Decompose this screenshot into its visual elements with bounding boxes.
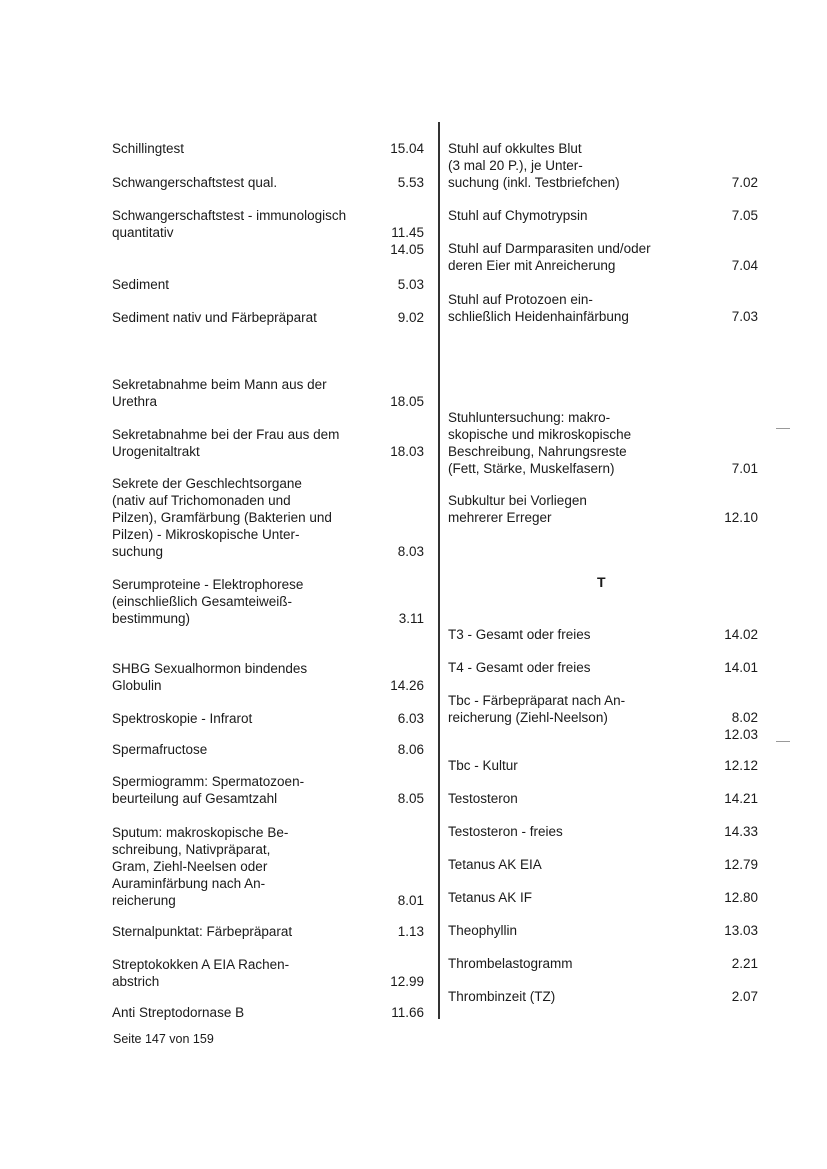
entry-code: 7.05 (731, 208, 758, 223)
entry-label: Testosteron (448, 791, 518, 806)
entry-label: Sputum: makroskopische Be- schreibung, Nativpräparat, Gram, Ziehl-Neelsen oder Auraminfärbung nach An- reicherung (112, 825, 289, 908)
entry-code: 14.01 (724, 660, 758, 675)
entry-code: 14.21 (724, 791, 758, 806)
index-entry (112, 923, 424, 940)
entry-label: Tbc - Kultur (448, 758, 518, 773)
entry-code: 8.03 (397, 544, 424, 559)
entry-label: Sediment (112, 277, 170, 292)
entry-code: 18.05 (390, 394, 424, 409)
entry-code: 5.53 (397, 175, 424, 190)
entry-label: Sekretabnahme bei der Frau aus dem Urogenitaltrakt (112, 427, 340, 459)
entry-code: 18.03 (390, 444, 424, 459)
entry-label: T3 - Gesamt oder freies (448, 627, 591, 642)
entry-label: Sekretabnahme beim Mann aus der Urethra (112, 377, 327, 409)
index-entry (448, 955, 758, 972)
index-entry (448, 856, 758, 873)
entry-label: Theophyllin (448, 923, 518, 938)
index-entry (448, 889, 758, 906)
index-entry (112, 276, 424, 293)
index-entry (112, 956, 424, 990)
index-entry (112, 1004, 424, 1021)
index-entry (448, 692, 758, 743)
index-entry (112, 207, 424, 258)
entry-label: Stuhl auf Darmparasiten und/oder deren Eier mit Anreicherung (448, 241, 651, 273)
index-entry (112, 660, 424, 694)
entry-code: 8.02 12.03 (724, 710, 758, 742)
entry-code: 12.10 (724, 510, 758, 525)
scan-mark (776, 741, 790, 742)
index-entry (448, 757, 758, 774)
section-heading-letter: T (597, 574, 606, 590)
entry-code: 7.02 (731, 175, 758, 190)
index-entry (448, 922, 758, 939)
index-entry (448, 626, 758, 643)
index-entry (448, 790, 758, 807)
entry-code: 7.01 (731, 461, 758, 476)
index-entry (448, 240, 758, 274)
entry-code: 11.45 14.05 (390, 225, 424, 257)
scan-mark (776, 428, 790, 429)
entry-label: Spektroskopie - Infrarot (112, 711, 253, 726)
index-entry (448, 988, 758, 1005)
entry-label: Stuhl auf okkultes Blut (3 mal 20 P.), je Unter- suchung (inkl. Testbriefchen) (448, 141, 620, 190)
entry-code: 12.79 (724, 857, 758, 872)
entry-code: 7.04 (731, 258, 758, 273)
entry-code: 12.12 (724, 758, 758, 773)
entry-label: Serumproteine - Elektrophorese (einschließlich Gesamteiweiß- bestimmung) (112, 577, 304, 626)
index-entry (112, 174, 424, 191)
index-entry (448, 823, 758, 840)
entry-label: Tbc - Färbepräparat nach An- reicherung (Ziehl-Neelson) (448, 693, 626, 725)
entry-label: Stuhl auf Protozoen ein- schließlich Heidenhainfärbung (448, 292, 629, 324)
entry-code: 14.26 (390, 678, 424, 693)
entry-label: Spermiogramm: Spermatozoen- beurteilung auf Gesamtzahl (112, 774, 305, 806)
entry-code: 1.13 (397, 924, 424, 939)
entry-label: Subkultur bei Vorliegen mehrerer Erreger (448, 493, 587, 525)
entry-label: Anti Streptodornase B (112, 1005, 245, 1020)
entry-label: Schillingtest (112, 141, 185, 156)
entry-label: Sediment nativ und Färbepräparat (112, 310, 317, 325)
entry-code: 9.02 (397, 310, 424, 325)
entry-label: Sekrete der Geschlechtsorgane (nativ auf Trichomonaden und Pilzen), Gramfärbung (Bakterien und Pilzen) - Mikroskopische Unter- suchung (112, 476, 332, 559)
entry-label: T4 - Gesamt oder freies (448, 660, 591, 675)
entry-label: Tetanus AK EIA (448, 857, 542, 872)
entry-code: 8.05 (397, 791, 424, 806)
index-entry (112, 140, 424, 157)
index-entry (112, 710, 424, 727)
entry-label: Stuhl auf Chymotrypsin (448, 208, 588, 223)
index-entry (112, 475, 424, 560)
entry-label: SHBG Sexualhormon bindendes Globulin (112, 661, 308, 693)
page-footer: Seite 147 von 159 (113, 1032, 214, 1046)
entry-code: 12.80 (724, 890, 758, 905)
entry-code: 14.33 (724, 824, 758, 839)
entry-label: Tetanus AK IF (448, 890, 533, 905)
index-entry (448, 659, 758, 676)
entry-code: 5.03 (397, 277, 424, 292)
index-entry (112, 309, 424, 326)
entry-label: Thrombinzeit (TZ) (448, 989, 556, 1004)
index-entry (448, 492, 758, 526)
index-entry (112, 824, 424, 909)
index-entry (112, 376, 424, 410)
index-entry (448, 409, 758, 477)
index-entry (448, 140, 758, 191)
entry-code: 13.03 (724, 923, 758, 938)
entry-label: Streptokokken A EIA Rachen- abstrich (112, 957, 290, 989)
entry-label: Schwangerschaftstest qual. (112, 175, 278, 190)
entry-label: Thrombelastogramm (448, 956, 573, 971)
entry-code: 8.01 (397, 893, 424, 908)
index-entry (112, 741, 424, 758)
index-entry (112, 576, 424, 627)
entry-code: 12.99 (390, 974, 424, 989)
entry-code: 14.02 (724, 627, 758, 642)
entry-code: 11.66 (391, 1005, 424, 1020)
entry-code: 2.07 (731, 989, 758, 1004)
index-entry (112, 773, 424, 807)
entry-code: 6.03 (397, 711, 424, 726)
entry-code: 7.03 (731, 309, 758, 324)
entry-code: 8.06 (397, 742, 424, 757)
entry-label: Schwangerschaftstest - immunologisch quantitativ (112, 208, 347, 240)
entry-label: Testosteron - freies (448, 824, 563, 839)
entry-label: Sternalpunktat: Färbepräparat (112, 924, 293, 939)
index-entry (448, 207, 758, 224)
column-divider (438, 122, 440, 1019)
entry-code: 15.04 (390, 141, 424, 156)
entry-code: 3.11 (398, 611, 424, 626)
entry-label: Stuhluntersuchung: makro- skopische und mikroskopische Beschreibung, Nahrungsreste (Fett, Stärke, Muskelfasern) (448, 410, 632, 476)
index-entry (448, 291, 758, 325)
entry-code: 2.21 (731, 956, 758, 971)
index-entry (112, 426, 424, 460)
entry-label: Spermafructose (112, 742, 208, 757)
